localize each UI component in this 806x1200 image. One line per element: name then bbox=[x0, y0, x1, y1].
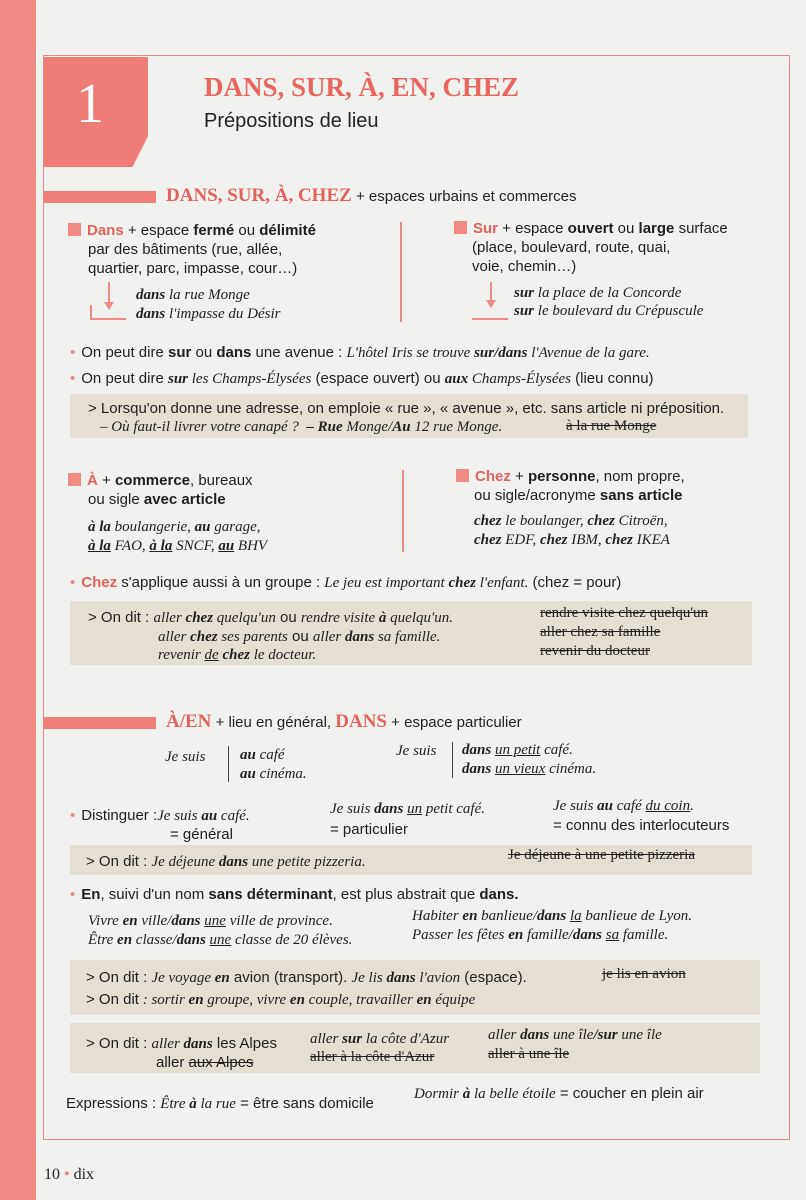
sur-example-2: sur le boulevard du Crépuscule bbox=[514, 303, 704, 319]
section-bar bbox=[44, 717, 156, 729]
down-arrow-icon bbox=[104, 302, 114, 310]
underline-mark bbox=[472, 318, 508, 320]
en-example-4: Passer les fêtes en famille/dans sa famille. bbox=[412, 927, 669, 943]
expressions-2: Dormir à la belle étoile = coucher en plein air bbox=[414, 1085, 704, 1102]
je-suis-dans-cinema: dans un vieux cinéma. bbox=[462, 761, 597, 777]
bullet-chez-group: • Chez s'applique aussi à un groupe : Le jeu est important chez l'enfant. (chez = pour) bbox=[70, 574, 622, 591]
sur-example-1: sur la place de la Concorde bbox=[514, 285, 682, 301]
distinguer-general: = général bbox=[170, 826, 233, 843]
square-bullet-icon bbox=[454, 221, 467, 234]
chapter-title: DANS, SUR, À, EN, CHEZ bbox=[204, 72, 520, 102]
wrong-form: aller à la côte d'Azur bbox=[310, 1049, 435, 1065]
section-heading-2: À/EN + lieu en général, DANS + espace particulier bbox=[166, 711, 522, 732]
dans-rule: Dans + espace fermé ou délimité bbox=[68, 221, 316, 240]
note-avion: > On dit : Je voyage en avion (transport). Je lis dans l'avion (espace). bbox=[86, 969, 527, 986]
a-rule-line2: ou sigle avec article bbox=[88, 491, 226, 508]
down-arrow-icon bbox=[486, 300, 496, 308]
section-heading-1: DANS, SUR, À, CHEZ + espaces urbains et commerces bbox=[166, 185, 577, 206]
underline-mark bbox=[90, 318, 126, 320]
chez-rule-line2: ou sigle/acronyme sans article bbox=[474, 487, 683, 504]
note-azur: aller sur la côte d'Azur bbox=[310, 1031, 450, 1047]
je-suis-left: Je suis bbox=[165, 749, 206, 765]
wrong-form: je lis en avion bbox=[602, 966, 686, 982]
note-alpes-wrong: aller aux Alpes bbox=[156, 1054, 254, 1071]
chapter-subtitle: Prépositions de lieu bbox=[204, 110, 379, 132]
note-chez-row3: revenir de chez le docteur. bbox=[158, 647, 317, 663]
sur-rule-line3: voie, chemin…) bbox=[472, 258, 577, 275]
sur-rule: Sur + espace ouvert ou large surface bbox=[454, 219, 728, 238]
bullet-avenue: • On peut dire sur ou dans une avenue : L'hôtel Iris se trouve sur/dans l'Avenue de la gare. bbox=[70, 344, 650, 361]
a-example-2: à la FAO, à la SNCF, au BHV bbox=[88, 538, 268, 554]
chapter-number: 1 bbox=[76, 73, 104, 135]
divider bbox=[228, 746, 229, 782]
chez-rule: Chez + personne, nom propre, bbox=[456, 467, 685, 486]
square-bullet-icon bbox=[68, 473, 81, 486]
chez-example-2: chez EDF, chez IBM, chez IKEA bbox=[474, 532, 670, 548]
bullet-en: • En, suivi d'un nom sans déterminant, est plus abstrait que dans. bbox=[70, 886, 519, 903]
wrong-form: rendre visite chez quelqu'un bbox=[540, 605, 709, 621]
dans-rule-line3: quartier, parc, impasse, cour…) bbox=[88, 260, 298, 277]
page-edge-band bbox=[0, 0, 36, 1200]
en-example-3: Habiter en banlieue/dans la banlieue de Lyon. bbox=[412, 908, 692, 924]
sur-rule-line2: (place, boulevard, route, quai, bbox=[472, 239, 671, 256]
column-divider bbox=[402, 470, 404, 552]
distinguer-particulier: = particulier bbox=[330, 821, 408, 838]
bracket-mark bbox=[90, 305, 92, 319]
je-suis-dans-cafe: dans un petit café. bbox=[462, 742, 573, 758]
wrong-form: Je déjeune à une petite pizzeria bbox=[508, 847, 695, 863]
dans-rule-line2: par des bâtiments (rue, allée, bbox=[88, 241, 283, 258]
note-ile: aller dans une île/sur une île bbox=[488, 1027, 662, 1043]
a-rule: À + commerce, bureaux bbox=[68, 471, 253, 490]
expressions: Expressions : Être à la rue = être sans domicile bbox=[66, 1095, 374, 1112]
square-bullet-icon bbox=[68, 223, 81, 236]
note-address: > Lorsqu'on donne une adresse, on emploie « rue », « avenue », etc. sans article ni préposition. bbox=[88, 400, 725, 417]
a-example-1: à la boulangerie, au garage, bbox=[88, 519, 261, 535]
wrong-form: à la rue Monge bbox=[566, 418, 657, 434]
square-bullet-icon bbox=[456, 469, 469, 482]
en-example-2: Être en classe/dans une classe de 20 élèves. bbox=[88, 932, 353, 948]
note-chez-row1: > On dit : aller chez quelqu'un ou rendre visite à quelqu'un. bbox=[88, 609, 453, 626]
je-suis-right: Je suis bbox=[396, 743, 437, 759]
page-number: 10 • dix bbox=[44, 1166, 95, 1183]
divider bbox=[452, 742, 453, 778]
note-alpes: > On dit : aller dans les Alpes bbox=[86, 1035, 277, 1052]
note-groupe: > On dit : sortir en groupe, vivre en couple, travailler en équipe bbox=[86, 991, 476, 1008]
note-pizzeria: > On dit : Je déjeune dans une petite pizzeria. bbox=[86, 853, 366, 870]
distinguer-connu: = connu des interlocuteurs bbox=[553, 817, 730, 834]
note-chez-row2: aller chez ses parents ou aller dans sa famille. bbox=[158, 628, 441, 645]
distinguer-lead: • Distinguer :Je suis au café. bbox=[70, 807, 250, 824]
je-suis-au-cafe: au café bbox=[240, 747, 285, 763]
distinguer-connu-ex: Je suis au café du coin. bbox=[553, 798, 694, 814]
en-example-1: Vivre en ville/dans une ville de province. bbox=[88, 913, 333, 929]
je-suis-au-cinema: au cinéma. bbox=[240, 766, 307, 782]
dans-example-1: dans la rue Monge bbox=[136, 287, 250, 303]
wrong-form: aller à une île bbox=[488, 1046, 570, 1062]
dans-example-2: dans l'impasse du Désir bbox=[136, 306, 281, 322]
wrong-form: revenir du docteur bbox=[540, 643, 650, 659]
distinguer-particulier-ex: Je suis dans un petit café. bbox=[330, 801, 486, 817]
bullet-champs: • On peut dire sur les Champs-Élysées (espace ouvert) ou aux Champs-Élysées (lieu connu) bbox=[70, 370, 654, 387]
column-divider bbox=[400, 222, 402, 322]
wrong-form: aller chez sa famille bbox=[540, 624, 661, 640]
note-address-example: – Où faut-il livrer votre canapé ? – Rue Monge/Au 12 rue Monge. bbox=[100, 419, 503, 435]
section-bar bbox=[44, 191, 156, 203]
chez-example-1: chez le boulanger, chez Citroën, bbox=[474, 513, 668, 529]
